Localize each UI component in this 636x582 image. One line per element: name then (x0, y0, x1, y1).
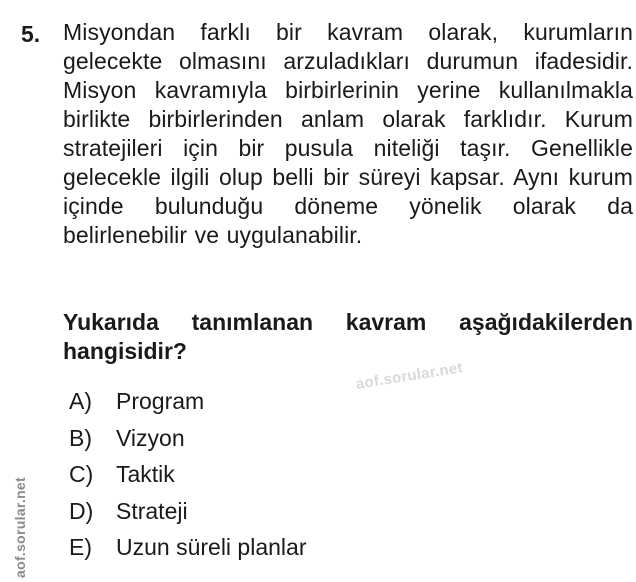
option-text: Taktik (116, 461, 175, 487)
option-text: Uzun süreli planlar (116, 534, 307, 560)
option-a[interactable] (69, 386, 549, 423)
option-d[interactable] (69, 496, 549, 533)
option-letter: E) (69, 534, 92, 560)
question-prompt: Yukarıda tanımlanan kavram aşağıdakilerden hangisidir? (63, 309, 633, 364)
answer-options (69, 386, 549, 569)
option-e[interactable] (69, 532, 549, 569)
option-letter: A) (69, 388, 92, 414)
option-text: Program (116, 388, 205, 414)
watermark-side: aof.sorular.net (12, 477, 28, 578)
watermark-center: aof.sorular.net (354, 359, 464, 393)
option-c[interactable] (69, 459, 549, 496)
option-text: Strateji (116, 497, 188, 524)
option-b[interactable] (69, 423, 549, 460)
option-letter: C) (69, 461, 94, 487)
option-letter: B) (69, 424, 92, 451)
option-letter: D) (69, 497, 94, 524)
question-text: Misyondan farklı bir kavram olarak, kurumların gelecekte olmasını arzuladıkları durumun ifadesidir. Misyon kavramıyla birbirlerinin yerine kullanılmakla birlikte birbirlerinden anlam olarak farklıdır. Kurum stratejileri için bir pusula niteliği taşır. Genellikle gelecekle ilgili olup belli bir süreyi kapsar. Aynı kurum içinde bulunduğu döneme yönelik olarak da belirlenebilir ve uygulanabilir. (63, 19, 633, 248)
question-number: 5. (21, 21, 41, 47)
option-text: Vizyon (116, 424, 185, 451)
